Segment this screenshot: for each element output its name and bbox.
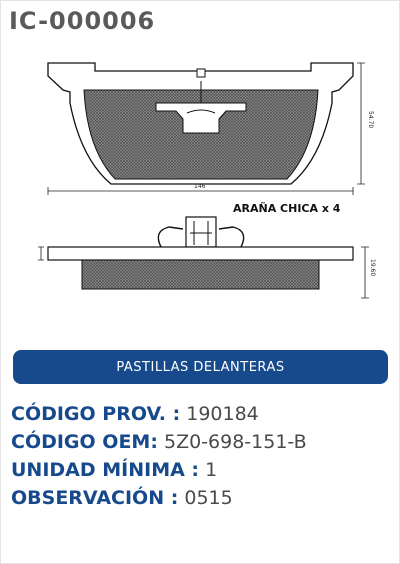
spec-label: UNIDAD MÍNIMA : [11, 459, 200, 481]
spec-row-unidad-minima [11, 456, 391, 484]
dimension-thickness-label: 19.60 [369, 259, 376, 277]
dimension-height-label: 54.70 [367, 111, 374, 129]
dimension-width-label: 146 [194, 183, 206, 190]
spec-label: CÓDIGO OEM: [11, 431, 158, 453]
spec-value: 1 [205, 459, 218, 481]
side-friction-material [82, 260, 319, 289]
side-backing-plate [48, 247, 353, 260]
spec-label: CÓDIGO PROV. : [11, 403, 181, 425]
product-category-banner: PASTILLAS DELANTERAS [13, 350, 388, 384]
product-code-title: IC-000006 [9, 7, 156, 35]
spec-row-observacion [11, 484, 391, 512]
spring-note: ARAÑA CHICA x 4 [233, 202, 341, 215]
spec-row-codigo-prov [11, 400, 391, 428]
spec-list [11, 400, 391, 512]
spec-value: 5Z0-698-151-B [163, 431, 307, 453]
spec-row-codigo-oem [11, 428, 391, 456]
spec-value: 190184 [186, 403, 259, 425]
brake-pad-technical-drawing [1, 41, 400, 311]
spec-value: 0515 [184, 487, 233, 509]
spec-label: OBSERVACIÓN : [11, 487, 179, 509]
